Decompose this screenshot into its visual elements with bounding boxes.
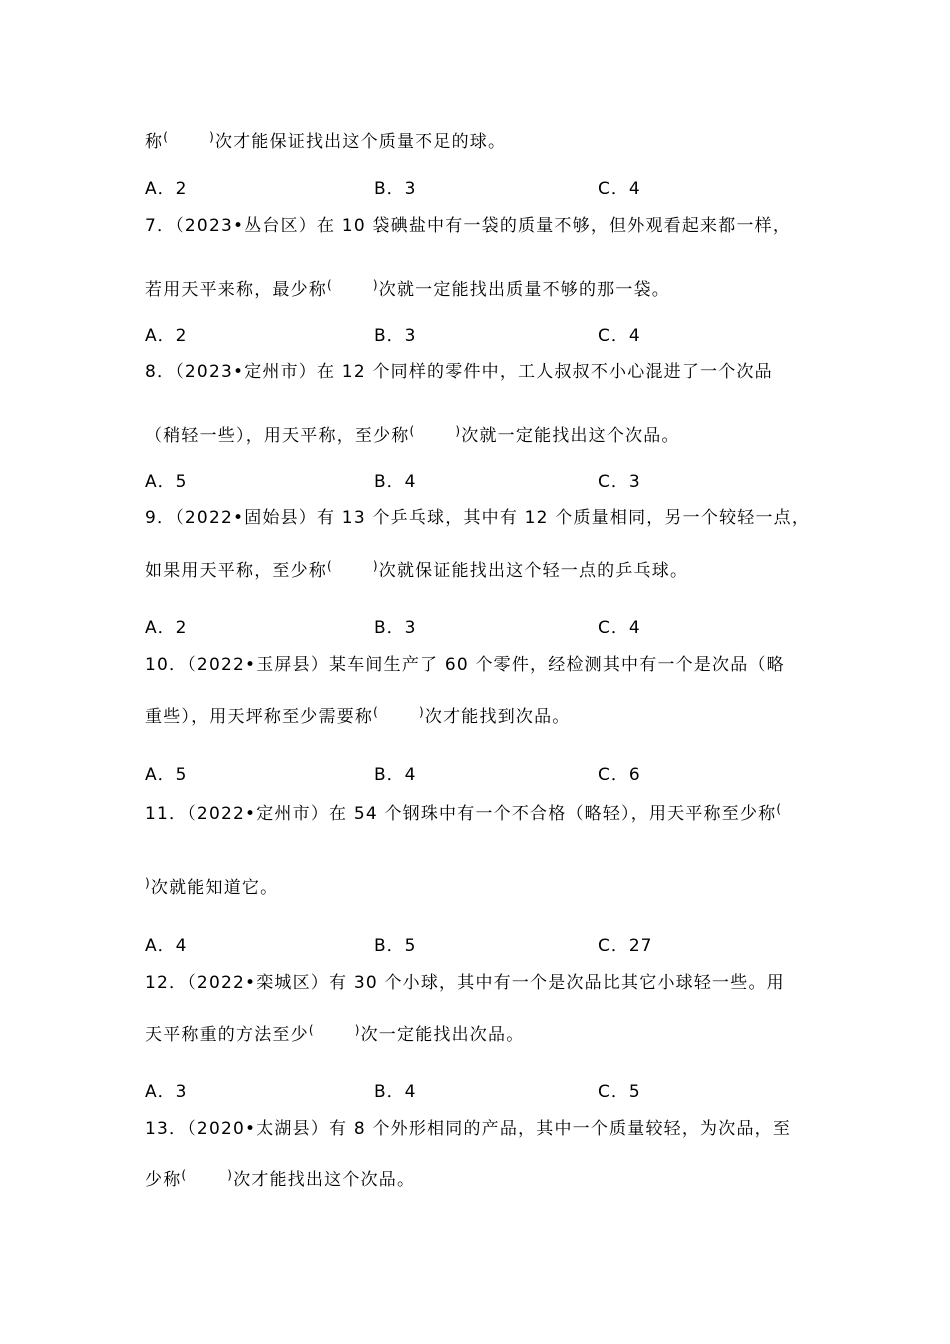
q12-stem-line-1: 12．（2022•栾城区）有 30 个小球，其中有一个是次品比其它小球轻一些。用 — [145, 973, 785, 993]
q8-option-c: C．3 — [598, 472, 641, 492]
q10-stem-line-2 — [145, 705, 571, 729]
q10-option-c: C．6 — [598, 765, 641, 785]
answer-paren-close: ) — [419, 705, 425, 719]
q6-stem-text-post: 次才能保证找出这个质量不足的球。 — [214, 132, 507, 152]
answer-paren-open: ( — [776, 802, 783, 816]
q9-option-a: A．2 — [145, 618, 188, 638]
answer-paren-open: ( — [327, 278, 333, 292]
q10-option-b: B．4 — [374, 765, 417, 785]
q11-stem-text: 11．（2022•定州市）在 54 个钢珠中有一个不合格（略轻），用天平称至少称 — [145, 804, 777, 824]
q7-stem-line-2 — [145, 278, 670, 302]
q9-stem-text-pre: 如果用天平称，至少称 — [145, 561, 327, 581]
answer-paren-open: ( — [163, 130, 170, 144]
q11-stem-line-1 — [145, 802, 782, 826]
q6-option-c: C．4 — [598, 179, 641, 199]
answer-paren-open: ( — [409, 424, 416, 438]
q11-option-b: B．5 — [374, 936, 417, 956]
q6-stem-text-pre: 称 — [145, 132, 164, 152]
q8-stem-text-post: 次就一定能找出这个次品。 — [461, 426, 680, 446]
q12-option-a: A．3 — [145, 1082, 188, 1102]
answer-paren-close: ) — [372, 559, 379, 573]
answer-paren-close: ) — [145, 876, 151, 890]
q8-stem-line-2 — [145, 424, 680, 448]
answer-paren-close: ) — [227, 1168, 234, 1182]
q10-stem-text-post: 次才能找到次品。 — [424, 707, 571, 727]
q12-option-b: B．4 — [374, 1082, 417, 1102]
q9-stem-line-1: 9．（2022•固始县）有 13 个乒乓球，其中有 12 个质量相同，另一个较轻一点， — [145, 508, 811, 528]
q7-stem-line-1: 7．（2023•丛台区）在 10 袋碘盐中有一袋的质量不够，但外观看起来都一样， — [145, 216, 792, 236]
q7-option-c: C．4 — [598, 326, 641, 346]
q12-stem-text-post: 次一定能找出次品。 — [360, 1025, 525, 1045]
q10-stem-line-1: 10．（2022•玉屏县）某车间生产了 60 个零件，经检测其中有一个是次品（略 — [145, 655, 785, 675]
q12-stem-text-pre: 天平称重的方法至少 — [145, 1025, 309, 1045]
q13-stem-line-1: 13．（2020•太湖县）有 8 个外形相同的产品，其中一个质量较轻，为次品，至 — [145, 1119, 792, 1139]
q11-option-c: C．27 — [598, 936, 653, 956]
q6-stem-line-2 — [145, 130, 506, 154]
q13-stem-line-2 — [145, 1168, 415, 1192]
q8-stem-text-pre: （稍轻一些），用天平称，至少称 — [145, 426, 410, 446]
q12-option-c: C．5 — [598, 1082, 641, 1102]
answer-paren-open: ( — [181, 1168, 188, 1182]
q11-stem-line-2 — [145, 876, 278, 900]
q10-option-a: A．5 — [145, 765, 188, 785]
q7-option-a: A．2 — [145, 326, 188, 346]
answer-paren-close: ) — [209, 130, 215, 144]
q8-option-b: B．4 — [374, 472, 417, 492]
q9-stem-line-2 — [145, 559, 688, 583]
q9-option-b: B．3 — [374, 618, 417, 638]
answer-paren-close: ) — [455, 424, 462, 438]
answer-paren-open: ( — [373, 705, 379, 719]
q9-option-c: C．4 — [598, 618, 641, 638]
q7-stem-text-post: 次就一定能找出质量不够的那一袋。 — [378, 280, 670, 300]
answer-paren-close: ) — [354, 1023, 361, 1037]
q9-stem-text-post: 次就保证能找出这个轻一点的乒乓球。 — [378, 561, 689, 581]
q13-stem-text-pre: 少称 — [145, 1170, 182, 1190]
q7-option-b: B．3 — [374, 326, 417, 346]
q10-stem-text-pre: 重些），用天坪称至少需要称 — [145, 707, 374, 727]
answer-paren-open: ( — [308, 1023, 315, 1037]
q11-stem-text-post: 次就能知道它。 — [150, 878, 279, 898]
q13-stem-text-post: 次才能找出这个次品。 — [233, 1170, 416, 1190]
q12-stem-line-2 — [145, 1023, 524, 1047]
q7-stem-text-pre: 若用天平来称，最少称 — [145, 280, 327, 300]
q8-stem-line-1: 8．（2023•定州市）在 12 个同样的零件中，工人叔叔不小心混进了一个次品 — [145, 362, 773, 382]
q6-option-b: B．3 — [374, 179, 417, 199]
q6-option-a: A．2 — [145, 179, 188, 199]
answer-paren-open: ( — [327, 559, 333, 573]
q8-option-a: A．5 — [145, 472, 188, 492]
q11-option-a: A．4 — [145, 936, 188, 956]
answer-paren-close: ) — [372, 278, 379, 292]
